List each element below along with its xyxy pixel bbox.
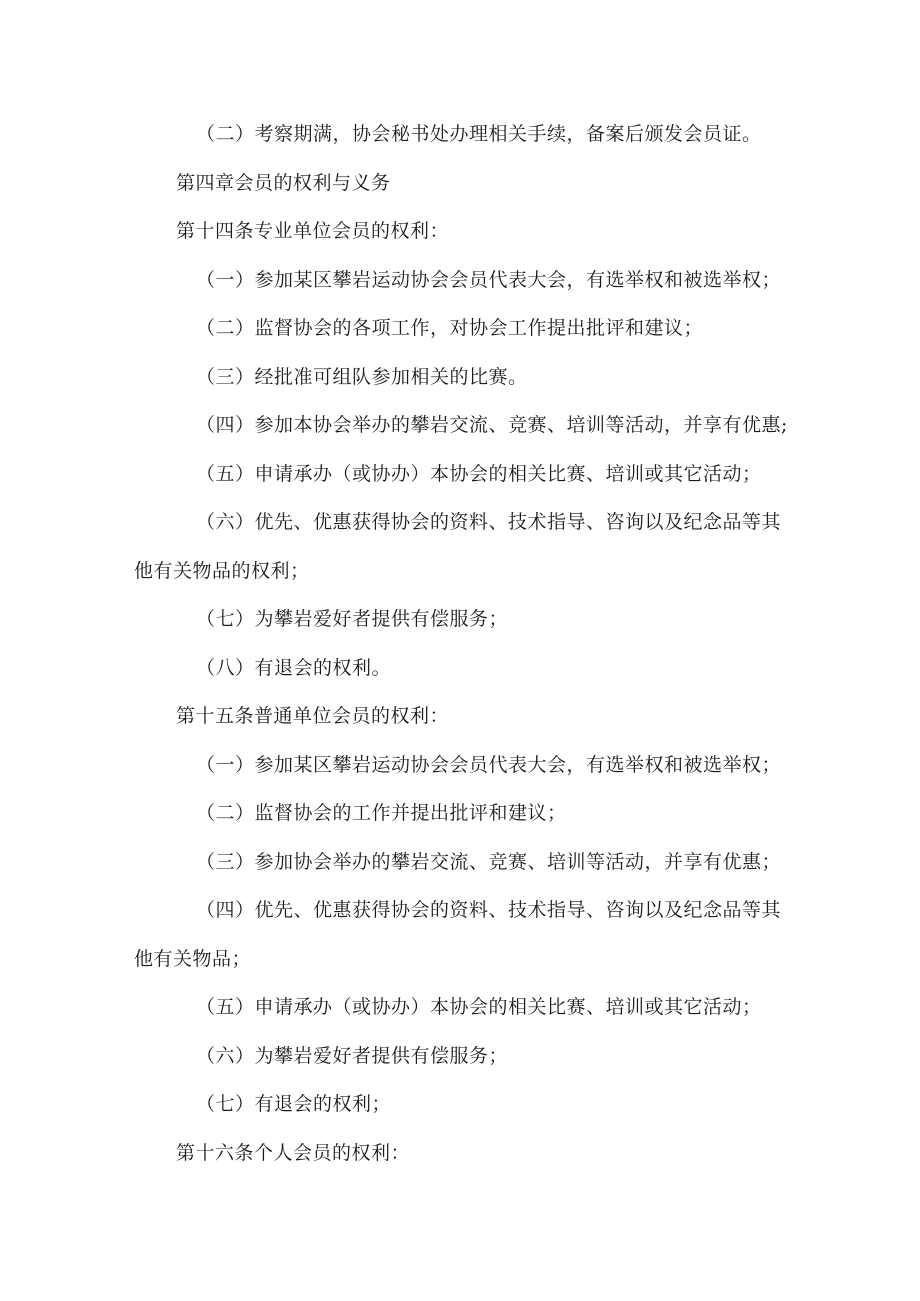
list-item: （七）有退会的权利； <box>196 1093 392 1115</box>
list-item: （二）监督协会的各项工作，对协会工作提出批评和建议； <box>196 317 704 339</box>
list-item: （五）申请承办（或协办）本协会的相关比赛、培训或其它活动； <box>196 463 762 485</box>
paragraph-line: （二）考察期满，协会秘书处办理相关手续，备案后颁发会员证。 <box>196 123 762 145</box>
list-item: （七）为攀岩爱好者提供有偿服务； <box>196 608 509 630</box>
list-item-continuation: 他有关物品的权利； <box>134 560 310 582</box>
list-item-continuation: 他有关物品； <box>134 948 252 970</box>
list-item: （八）有退会的权利。 <box>196 657 392 679</box>
article-heading: 第十六条个人会员的权利： <box>176 1142 411 1164</box>
list-item: （三）参加协会举办的攀岩交流、竞赛、培训等活动，并享有优惠； <box>196 851 782 873</box>
list-item: （四）参加本协会举办的攀岩交流、竞赛、培训等活动，并享有优惠; <box>196 414 788 436</box>
chapter-heading: 第四章会员的权利与义务 <box>176 172 391 194</box>
article-heading: 第十五条普通单位会员的权利： <box>176 705 450 727</box>
list-item: （六）为攀岩爱好者提供有偿服务； <box>196 1045 509 1067</box>
list-item: （一）参加某区攀岩运动协会会员代表大会，有选举权和被选举权； <box>196 269 782 291</box>
list-item: （三）经批准可组队参加相关的比赛。 <box>196 366 528 388</box>
article-heading: 第十四条专业单位会员的权利： <box>176 220 450 242</box>
list-item: （五）申请承办（或协办）本协会的相关比赛、培训或其它活动； <box>196 996 762 1018</box>
list-item: （二）监督协会的工作并提出批评和建议； <box>196 802 567 824</box>
list-item: （一）参加某区攀岩运动协会会员代表大会，有选举权和被选举权； <box>196 754 782 776</box>
list-item: （四）优先、优惠获得协会的资料、技术指导、咨询以及纪念品等其 <box>196 899 782 921</box>
list-item: （六）优先、优惠获得协会的资料、技术指导、咨询以及纪念品等其 <box>196 511 782 533</box>
